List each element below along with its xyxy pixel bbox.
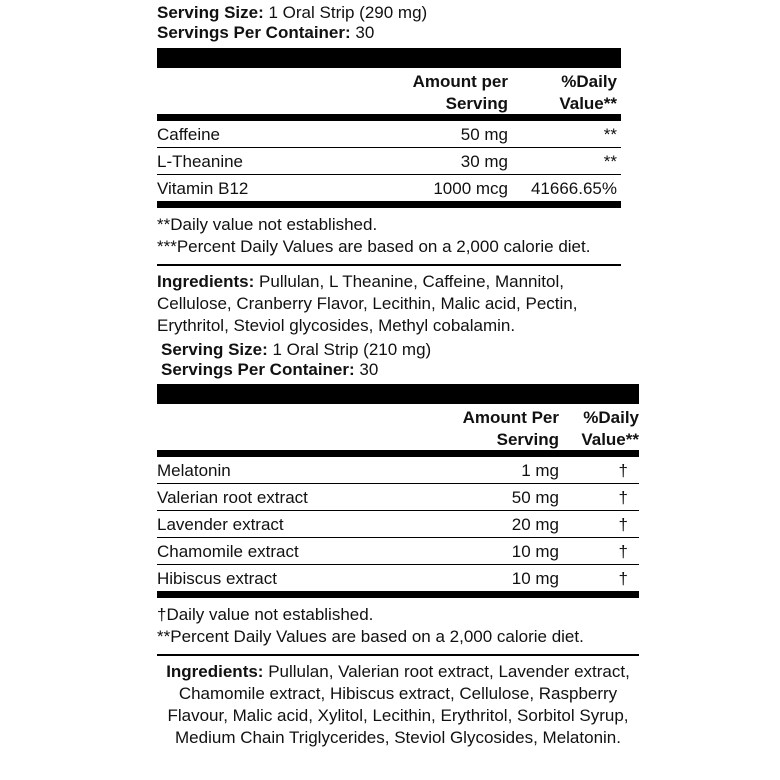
footnotes: [157, 604, 639, 648]
ingredients: [157, 271, 621, 337]
serving-size-value: 1 Oral Strip (210 mg): [267, 340, 432, 359]
nutrient-amount: 50 mg: [511, 488, 559, 507]
nutrient-amount: 1 mg: [521, 461, 559, 480]
nutrient-dv: †: [618, 569, 628, 588]
header-bar: [157, 384, 639, 404]
nutrient-amount: 1000 mcg: [433, 179, 508, 198]
ingredients-label: Ingredients:: [157, 272, 255, 291]
daily-value-header: %Daily Value**: [581, 408, 639, 449]
nutrient-dv: **: [603, 125, 617, 144]
serving-size-label: Serving Size:: [161, 340, 268, 359]
serving-size: [157, 3, 621, 23]
serving-size-value: 1 Oral Strip (290 mg): [263, 3, 428, 22]
divider-thin: [157, 264, 621, 266]
footnotes: [157, 214, 621, 258]
nutrient-dv: **: [603, 152, 617, 171]
nutrient-amount: 10 mg: [511, 542, 559, 561]
serving-size: [157, 340, 639, 360]
nutrient-amount: 30 mg: [460, 152, 508, 171]
nutrient-name: Hibiscus extract: [157, 569, 277, 588]
nutrient-name: Caffeine: [157, 125, 221, 144]
nutrient-name: L-Theanine: [157, 152, 244, 171]
table-row: [157, 457, 639, 484]
amount-header: Amount per Serving: [412, 72, 508, 113]
divider-thick: [157, 591, 639, 598]
nutrient-dv: †: [618, 461, 628, 480]
serving-size-label: Serving Size:: [157, 3, 264, 22]
nutrient-name: Melatonin: [157, 461, 231, 480]
footnote-dv-not-established: **Daily value not established.: [157, 215, 378, 234]
nutrient-amount: 50 mg: [460, 125, 508, 144]
ingredients-label: Ingredients:: [166, 662, 264, 681]
servings-label: Servings Per Container:: [161, 360, 355, 379]
nutrient-amount: 10 mg: [511, 569, 559, 588]
nutrient-table: [157, 457, 639, 591]
nutrient-dv: †: [618, 488, 628, 507]
table-row: [157, 121, 621, 148]
servings-label: Servings Per Container:: [157, 23, 351, 42]
divider-thick: [157, 450, 639, 457]
footnote-percent-dv: ***Percent Daily Values are based on a 2,000 calorie diet.: [157, 237, 591, 256]
nutrient-name: Lavender extract: [157, 515, 284, 534]
servings-value: 30: [354, 360, 379, 379]
nutrient-dv: 41666.65%: [530, 179, 617, 198]
supplement-facts-panel-sleep: [157, 340, 639, 749]
nutrient-name: Valerian root extract: [157, 488, 308, 507]
ingredients-text: Pullulan, L Theanine, Caffeine, Mannitol, Cellulose, Cranberry Flavor, Lecithin, Malic acid, Pectin, Erythritol, Steviol glycosides, Methyl cobalamin.: [157, 272, 578, 335]
table-row: [157, 148, 621, 175]
nutrient-amount: 20 mg: [511, 515, 559, 534]
servings-per-container: [157, 360, 639, 380]
amount-header: Amount Per Serving: [462, 408, 559, 449]
header-bar: [157, 48, 621, 68]
divider-thick: [157, 114, 621, 121]
column-headers: [157, 404, 639, 450]
servings-value: 30: [350, 23, 375, 42]
footnote-dv-not-established: †Daily value not established.: [157, 605, 374, 624]
table-row: [157, 484, 639, 511]
nutrient-name: Vitamin B12: [157, 179, 249, 198]
ingredients: [157, 661, 639, 749]
nutrient-dv: †: [618, 542, 628, 561]
column-headers: [157, 68, 621, 114]
table-row: [157, 565, 639, 591]
ingredients-text: Pullulan, Valerian root extract, Lavender extract, Chamomile extract, Hibiscus extract, Cellulose, Raspberry Flavour, Malic acid, Xylitol, Lecithin, Erythritol, Sorbitol Syrup, Medium Chain Triglycerides, Steviol Glycosides, Melatonin.: [167, 662, 630, 747]
table-row: [157, 511, 639, 538]
supplement-facts-panel-energy: [157, 3, 621, 337]
divider-thick: [157, 201, 621, 208]
footnote-percent-dv: **Percent Daily Values are based on a 2,000 calorie diet.: [157, 627, 584, 646]
daily-value-header: %Daily Value**: [559, 72, 617, 113]
table-row: [157, 175, 621, 201]
table-row: [157, 538, 639, 565]
divider-thin: [157, 654, 639, 656]
servings-per-container: [157, 23, 621, 43]
nutrient-name: Chamomile extract: [157, 542, 299, 561]
nutrient-dv: †: [618, 515, 628, 534]
nutrient-table: [157, 121, 621, 201]
